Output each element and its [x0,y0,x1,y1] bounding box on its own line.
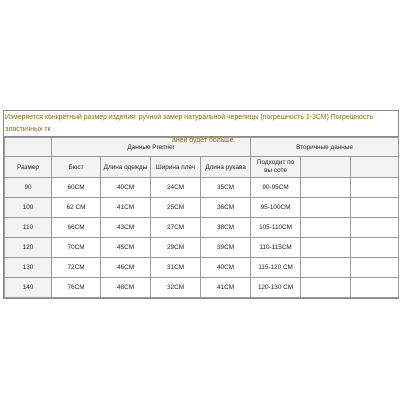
cell-height: 105-110CM [251,218,301,238]
cell-length: 40CM [101,178,151,198]
cell-shoulder: 24CM [151,178,201,198]
size-chart [3,110,399,299]
cell-height: 95-100CM [251,198,301,218]
cell-empty [301,178,351,198]
cell-bust: 60CM [52,178,101,198]
measurement-note [4,111,398,144]
cell-empty [351,198,399,218]
cell-size: 130 [5,258,52,278]
cell-empty [351,218,399,238]
cell-shoulder: 32CM [151,278,201,298]
cell-size: 100 [5,198,52,218]
cell-bust: 72CM [52,258,101,278]
cell-sleeve: 36CM [201,198,251,218]
cell-length: 48CM [101,278,151,298]
col-header-size: Размер [5,157,52,178]
cell-size: 120 [5,238,52,258]
cell-empty [351,238,399,258]
table-row [5,178,399,198]
cell-sleeve: 35CM [201,178,251,198]
group-header-secondary: Вторичные данные [251,138,399,157]
cell-length: 46CM [101,258,151,278]
table-row [5,238,399,258]
column-header-row [5,157,399,178]
cell-shoulder: 27CM [151,218,201,238]
col-header-height: Подходит по вы соте [251,157,301,178]
measurement-note-line-2: аней будет больше. [172,137,236,144]
cell-height: 120-130 CM [251,278,301,298]
cell-shoulder: 25CM [151,198,201,218]
cell-length: 41CM [101,198,151,218]
cell-shoulder: 29CM [151,238,201,258]
cell-length: 45CM [101,238,151,258]
cell-bust: 62 CM [52,198,101,218]
cell-height: 110-115CM [251,238,301,258]
cell-height: 90-95CM [251,178,301,198]
size-table [4,137,399,298]
cell-bust: 66CM [52,218,101,238]
cell-shoulder: 31CM [151,258,201,278]
cell-empty [301,258,351,278]
table-row [5,258,399,278]
cell-length: 43CM [101,218,151,238]
col-header-bust: Бюст [52,157,101,178]
cell-sleeve: 38CM [201,218,251,238]
cell-sleeve: 39CM [201,238,251,258]
table-row [5,218,399,238]
group-header-main: Данные Premier [52,138,251,157]
cell-bust: 70CM [52,238,101,258]
cell-empty [351,178,399,198]
col-header-shoulder: Ширина плеч [151,157,201,178]
table-row [5,278,399,298]
cell-size: 110 [5,218,52,238]
cell-bust: 76CM [52,278,101,298]
group-header-blank [5,138,52,157]
cell-empty [301,238,351,258]
col-header-sleeve: Длина рукава [201,157,251,178]
cell-empty [301,218,351,238]
cell-sleeve: 41CM [201,278,251,298]
measurement-note-line-1: Измеряется конкретный размер изделия: ручной замер натуральной черепицы (погрешность 1-3CM) Погрешность эластичных тк [5,114,374,133]
cell-size: 90 [5,178,52,198]
cell-empty [351,258,399,278]
col-header-length: Длина одежды [101,157,151,178]
cell-empty [301,278,351,298]
col-header-empty-2 [351,157,399,178]
col-header-empty-1 [301,157,351,178]
table-row [5,198,399,218]
cell-empty [351,278,399,298]
cell-sleeve: 40CM [201,258,251,278]
cell-empty [301,198,351,218]
cell-height: 115-120 CM [251,258,301,278]
cell-size: 140 [5,278,52,298]
